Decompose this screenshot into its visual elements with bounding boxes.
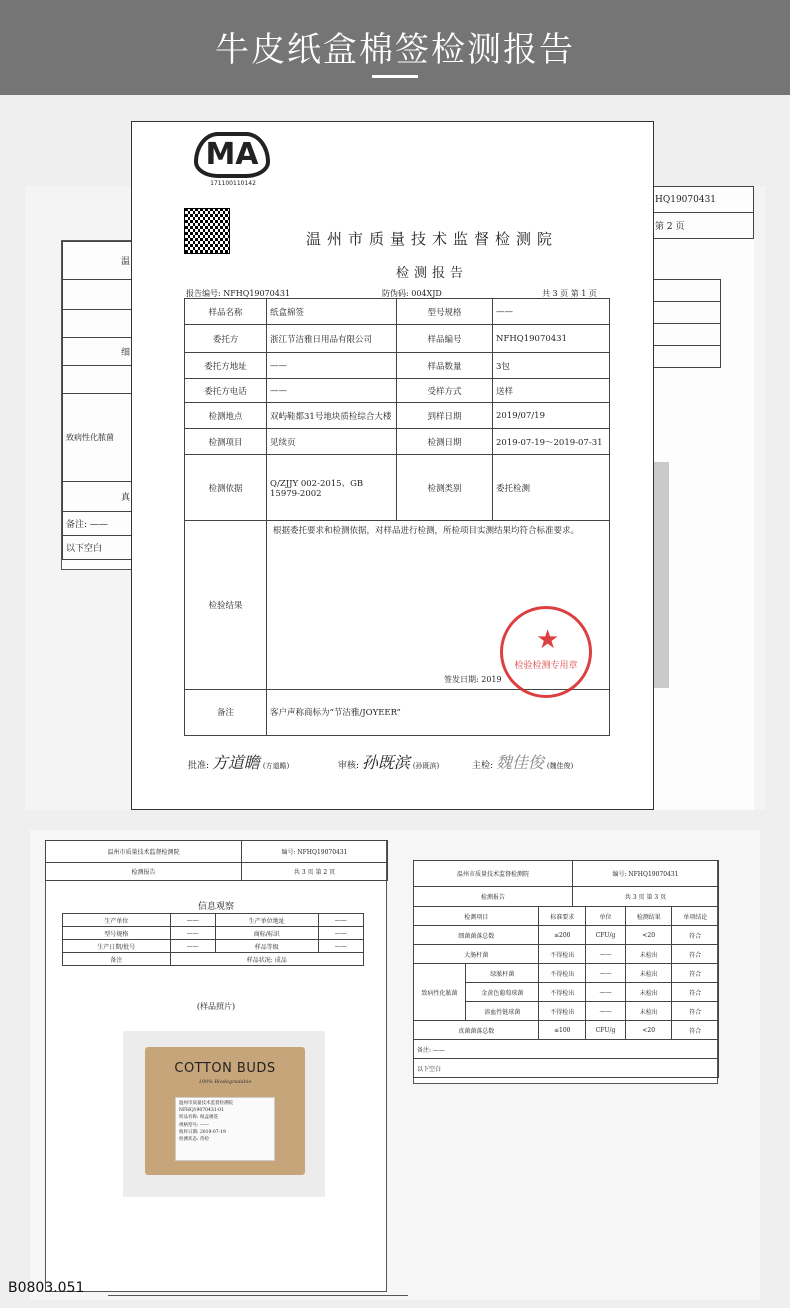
bg-cell: 致病性化脓菌 xyxy=(63,394,134,482)
info-value: —— xyxy=(318,940,363,953)
bg-cell: 备注: —— xyxy=(63,512,134,536)
table-cell: ≤100 xyxy=(539,1021,586,1040)
column-header: 检测结果 xyxy=(625,907,672,926)
info-label: 生产单位 xyxy=(63,914,171,927)
table-cell: 金黄色葡萄球菌 xyxy=(466,983,539,1002)
field-value: 2019-07-19～2019-07-31 xyxy=(493,429,610,455)
sticker-line: NFHQ19070431-01 xyxy=(179,1108,224,1114)
field-label: 到样日期 xyxy=(397,403,493,429)
box-title: COTTON BUDS xyxy=(174,1061,276,1076)
cotton-bud-box xyxy=(145,1047,305,1175)
remark-text: 备注: —— xyxy=(414,1040,719,1059)
report-code: 编号: NFHQ19070431 xyxy=(242,841,388,863)
field-value: 纸盒棉签 xyxy=(267,299,397,325)
seal-text: 检验检测专用章 xyxy=(514,661,578,671)
group-label: 致病性化脓菌 xyxy=(414,964,466,1021)
field-value: NFHQ19070431 xyxy=(493,325,610,353)
remark-text: 样品状况: 成品 xyxy=(170,953,363,966)
institute-name: 温州市质量技术监督检测院 xyxy=(46,841,242,863)
field-value: 见续页 xyxy=(267,429,397,455)
chief-inspector xyxy=(472,750,573,773)
info-value: —— xyxy=(170,927,215,940)
field-label: 委托方地址 xyxy=(185,353,267,379)
bg-cell: 以下空白 xyxy=(63,536,134,560)
table-cell: 真菌菌落总数 xyxy=(414,1021,539,1040)
table-cell: —— xyxy=(585,945,625,964)
table-cell: 不得检出 xyxy=(539,964,586,983)
table-cell: —— xyxy=(585,983,625,1002)
table-cell: 未检出 xyxy=(625,945,672,964)
institute-name: 温州市质量技术监督检测院 xyxy=(305,230,558,248)
table-cell: —— xyxy=(585,1002,625,1021)
report-title: 检测报告 xyxy=(414,887,573,907)
qr-code-icon xyxy=(184,208,230,254)
background-page-left xyxy=(61,240,133,570)
table-cell: CFU/g xyxy=(585,926,625,945)
field-label: 检测依据 xyxy=(185,455,267,521)
table-cell: 符合 xyxy=(672,945,719,964)
results-table xyxy=(413,906,719,1078)
table-cell: <20 xyxy=(625,926,672,945)
field-value: —— xyxy=(267,353,397,379)
institute-name: 温州市质量技术监督检测院 xyxy=(414,861,573,887)
sign-date: 签发日期: 2019 xyxy=(444,675,502,684)
table-cell: 不得检出 xyxy=(539,945,586,964)
column-header: 单项结论 xyxy=(672,907,719,926)
approver-signature: 方道瞻 xyxy=(211,753,260,772)
page-info: 共 3 页 第 2 页 xyxy=(242,863,388,881)
table-cell: 绿脓杆菌 xyxy=(466,964,539,983)
remark-text: 客户声称商标为“节洁雅/JOYEER” xyxy=(267,689,610,735)
report-title: 检测报告 xyxy=(46,863,242,881)
title-underline xyxy=(372,75,418,78)
field-label: 样品名称 xyxy=(185,299,267,325)
info-label: 商标/标识 xyxy=(215,927,318,940)
table-cell: 不得检出 xyxy=(539,983,586,1002)
field-value: 2019/07/19 xyxy=(493,403,610,429)
chief-signature: 魏佳俊 xyxy=(495,753,544,772)
footer-divider xyxy=(108,1295,408,1296)
chief-name: (魏佳俊) xyxy=(546,762,574,770)
sticker-line: 规格型号: —— xyxy=(179,1122,209,1128)
result-text: 根据委托要求和检测依据，对样品进行检测，所检项目实测结果均符合标准要求。 xyxy=(267,521,610,689)
info-value: —— xyxy=(170,940,215,953)
info-value: —— xyxy=(318,914,363,927)
report-code: 编号: NFHQ19070431 xyxy=(573,861,719,887)
info-label: 生产单位地址 xyxy=(215,914,318,927)
table-cell: 大肠杆菌 xyxy=(414,945,539,964)
star-icon: ★ xyxy=(536,625,560,655)
section-title: 信息观察 xyxy=(197,902,234,912)
remark-label: 备注 xyxy=(63,953,171,966)
info-table xyxy=(62,913,364,966)
field-label: 样品数量 xyxy=(397,353,493,379)
remark-label: 备注 xyxy=(185,689,267,735)
table-cell: <20 xyxy=(625,1021,672,1040)
result-label: 检验结果 xyxy=(185,521,267,689)
table-cell: 符合 xyxy=(672,1002,719,1021)
product-code: B0803.051 xyxy=(8,1280,85,1296)
field-label: 检测项目 xyxy=(185,429,267,455)
background-page-right xyxy=(650,186,754,810)
chief-label: 主检: xyxy=(472,761,494,771)
sticker-line: 检测状态: 待检 xyxy=(179,1136,209,1142)
info-label: 生产日期/批号 xyxy=(63,940,171,953)
blank-note: 以下空白 xyxy=(414,1059,719,1078)
column-header: 单位 xyxy=(585,907,625,926)
reviewer-name: (孙既滨) xyxy=(412,762,440,770)
table-cell: 溶血性链球菌 xyxy=(466,1002,539,1021)
table-cell: 符合 xyxy=(672,1021,719,1040)
info-value: —— xyxy=(318,927,363,940)
table-cell: CFU/g xyxy=(585,1021,625,1040)
table-cell: 未检出 xyxy=(625,964,672,983)
approver-label: 批准: xyxy=(188,761,210,771)
info-value: —— xyxy=(170,914,215,927)
info-label: 样品等级 xyxy=(215,940,318,953)
header-banner xyxy=(0,0,790,95)
photo-caption: (样品照片) xyxy=(196,1002,236,1011)
official-seal xyxy=(500,606,592,698)
box-subtitle: 100% Biodegradable xyxy=(198,1079,252,1085)
table-cell: 符合 xyxy=(672,926,719,945)
bg-cell: 真 xyxy=(63,482,134,512)
field-label: 委托方电话 xyxy=(185,379,267,403)
approver xyxy=(188,750,289,773)
field-value: 送样 xyxy=(493,379,610,403)
table-cell: —— xyxy=(585,964,625,983)
column-header: 检测项目 xyxy=(414,907,539,926)
column-header: 标准要求 xyxy=(539,907,586,926)
ma-number: 171100110142 xyxy=(210,180,256,187)
bg-cell: 温 xyxy=(63,242,134,280)
bg-cell: HQ19070431 xyxy=(652,187,754,213)
table-cell: ≤200 xyxy=(539,926,586,945)
report-page-3 xyxy=(413,860,718,1084)
approver-name: (方道瞻) xyxy=(262,762,290,770)
bg-cell: 第 2 页 xyxy=(652,213,754,239)
field-value: 双屿鞋都31号地块质检综合大楼 xyxy=(267,403,397,429)
report-title: 检测报告 xyxy=(395,266,468,281)
page-title: 牛皮纸盒棉签检测报告 xyxy=(215,30,575,70)
sticker-line: 样品名称: 纸盒棉签 xyxy=(179,1115,218,1121)
field-label: 样品编号 xyxy=(397,325,493,353)
field-label: 检测日期 xyxy=(397,429,493,455)
table-cell: 符合 xyxy=(672,983,719,1002)
anti-fake-code: 防伪码: 004XJD xyxy=(382,289,442,298)
page-info: 共 3 页 第 1 页 xyxy=(542,289,597,298)
sticker-line: 收样日期: 2019-07-19 xyxy=(179,1129,226,1135)
table-cell: 符合 xyxy=(672,964,719,983)
field-value: Q/ZJJY 002-2015、GB 15979-2002 xyxy=(267,455,397,521)
table-cell: 不得检出 xyxy=(539,1002,586,1021)
field-label: 受样方式 xyxy=(397,379,493,403)
field-value: —— xyxy=(267,379,397,403)
ma-certification-logo: MA xyxy=(194,132,270,178)
field-value: —— xyxy=(493,299,610,325)
field-label: 检测类别 xyxy=(397,455,493,521)
field-value: 委托检测 xyxy=(493,455,610,521)
bg-cell: 细 xyxy=(63,338,134,366)
sticker-line: 温州市质量技术监督检测院 xyxy=(179,1101,233,1106)
field-label: 型号规格 xyxy=(397,299,493,325)
report-number: 报告编号: NFHQ19070431 xyxy=(186,289,291,298)
table-cell: 未检出 xyxy=(625,983,672,1002)
table-cell: 细菌菌落总数 xyxy=(414,926,539,945)
field-label: 委托方 xyxy=(185,325,267,353)
field-value: 3包 xyxy=(493,353,610,379)
sample-label xyxy=(175,1097,275,1161)
page-info: 共 3 页 第 3 页 xyxy=(573,887,719,907)
field-value: 浙江节洁雅日用品有限公司 xyxy=(267,325,397,353)
sample-photo xyxy=(123,1031,325,1197)
info-label: 型号规格 xyxy=(63,927,171,940)
report-page-1 xyxy=(131,121,654,810)
reviewer-signature: 孙既滨 xyxy=(361,753,410,772)
table-cell: 未检出 xyxy=(625,1002,672,1021)
field-label: 检测地点 xyxy=(185,403,267,429)
report-page-2 xyxy=(45,840,387,1292)
reviewer-label: 审核: xyxy=(338,761,360,771)
reviewer xyxy=(338,750,439,773)
